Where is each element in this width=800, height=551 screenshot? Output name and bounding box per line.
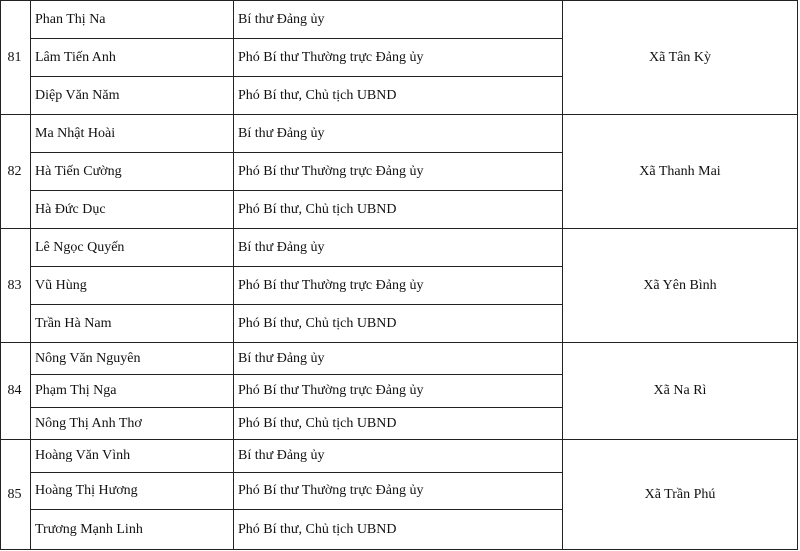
- unit-name-81: Xã Tân Kỳ: [563, 1, 798, 115]
- member-role: Phó Bí thư Thường trực Đảng ủy: [234, 375, 563, 408]
- member-name: Hà Đức Dục: [31, 191, 234, 229]
- member-role: Phó Bí thư, Chủ tịch UBND: [234, 305, 563, 343]
- member-name: Vũ Hùng: [31, 267, 234, 305]
- member-role: Bí thư Đảng ủy: [234, 1, 563, 39]
- table-row: [1, 440, 798, 473]
- member-role: Phó Bí thư, Chủ tịch UBND: [234, 408, 563, 440]
- member-role: Phó Bí thư, Chủ tịch UBND: [234, 191, 563, 229]
- member-name: Phạm Thị Nga: [31, 375, 234, 408]
- table-row: [1, 115, 798, 153]
- member-name: Nông Văn Nguyên: [31, 343, 234, 375]
- member-role: Phó Bí thư Thường trực Đảng ủy: [234, 473, 563, 510]
- member-role: Phó Bí thư, Chủ tịch UBND: [234, 510, 563, 550]
- member-role: Phó Bí thư Thường trực Đảng ủy: [234, 39, 563, 77]
- member-name: Trần Hà Nam: [31, 305, 234, 343]
- member-role: Phó Bí thư, Chủ tịch UBND: [234, 77, 563, 115]
- table-row: [1, 229, 798, 267]
- member-role: Bí thư Đảng ủy: [234, 440, 563, 473]
- row-number-81: 81: [1, 1, 31, 115]
- member-name: Diệp Văn Năm: [31, 77, 234, 115]
- row-number-82: 82: [1, 115, 31, 229]
- unit-name-82: Xã Thanh Mai: [563, 115, 798, 229]
- member-role: Bí thư Đảng ủy: [234, 115, 563, 153]
- row-number-84: 84: [1, 343, 31, 440]
- member-role: Phó Bí thư Thường trực Đảng ủy: [234, 267, 563, 305]
- member-name: Hoàng Văn Vình: [31, 440, 234, 473]
- member-role: Bí thư Đảng ủy: [234, 343, 563, 375]
- member-name: Trương Mạnh Linh: [31, 510, 234, 550]
- unit-name-85: Xã Trần Phú: [563, 440, 798, 550]
- member-name: Lâm Tiến Anh: [31, 39, 234, 77]
- member-name: Hà Tiến Cường: [31, 153, 234, 191]
- member-name: Hoàng Thị Hương: [31, 473, 234, 510]
- unit-name-83: Xã Yên Bình: [563, 229, 798, 343]
- row-number-83: 83: [1, 229, 31, 343]
- member-name: Phan Thị Na: [31, 1, 234, 39]
- member-role: Phó Bí thư Thường trực Đảng ủy: [234, 153, 563, 191]
- unit-name-84: Xã Na Rì: [563, 343, 798, 440]
- row-number-85: 85: [1, 440, 31, 550]
- table-row: [1, 343, 798, 375]
- table-row: [1, 1, 798, 39]
- member-role: Bí thư Đảng ủy: [234, 229, 563, 267]
- member-name: Ma Nhật Hoài: [31, 115, 234, 153]
- member-name: Lê Ngọc Quyến: [31, 229, 234, 267]
- member-name: Nông Thị Anh Thơ: [31, 408, 234, 440]
